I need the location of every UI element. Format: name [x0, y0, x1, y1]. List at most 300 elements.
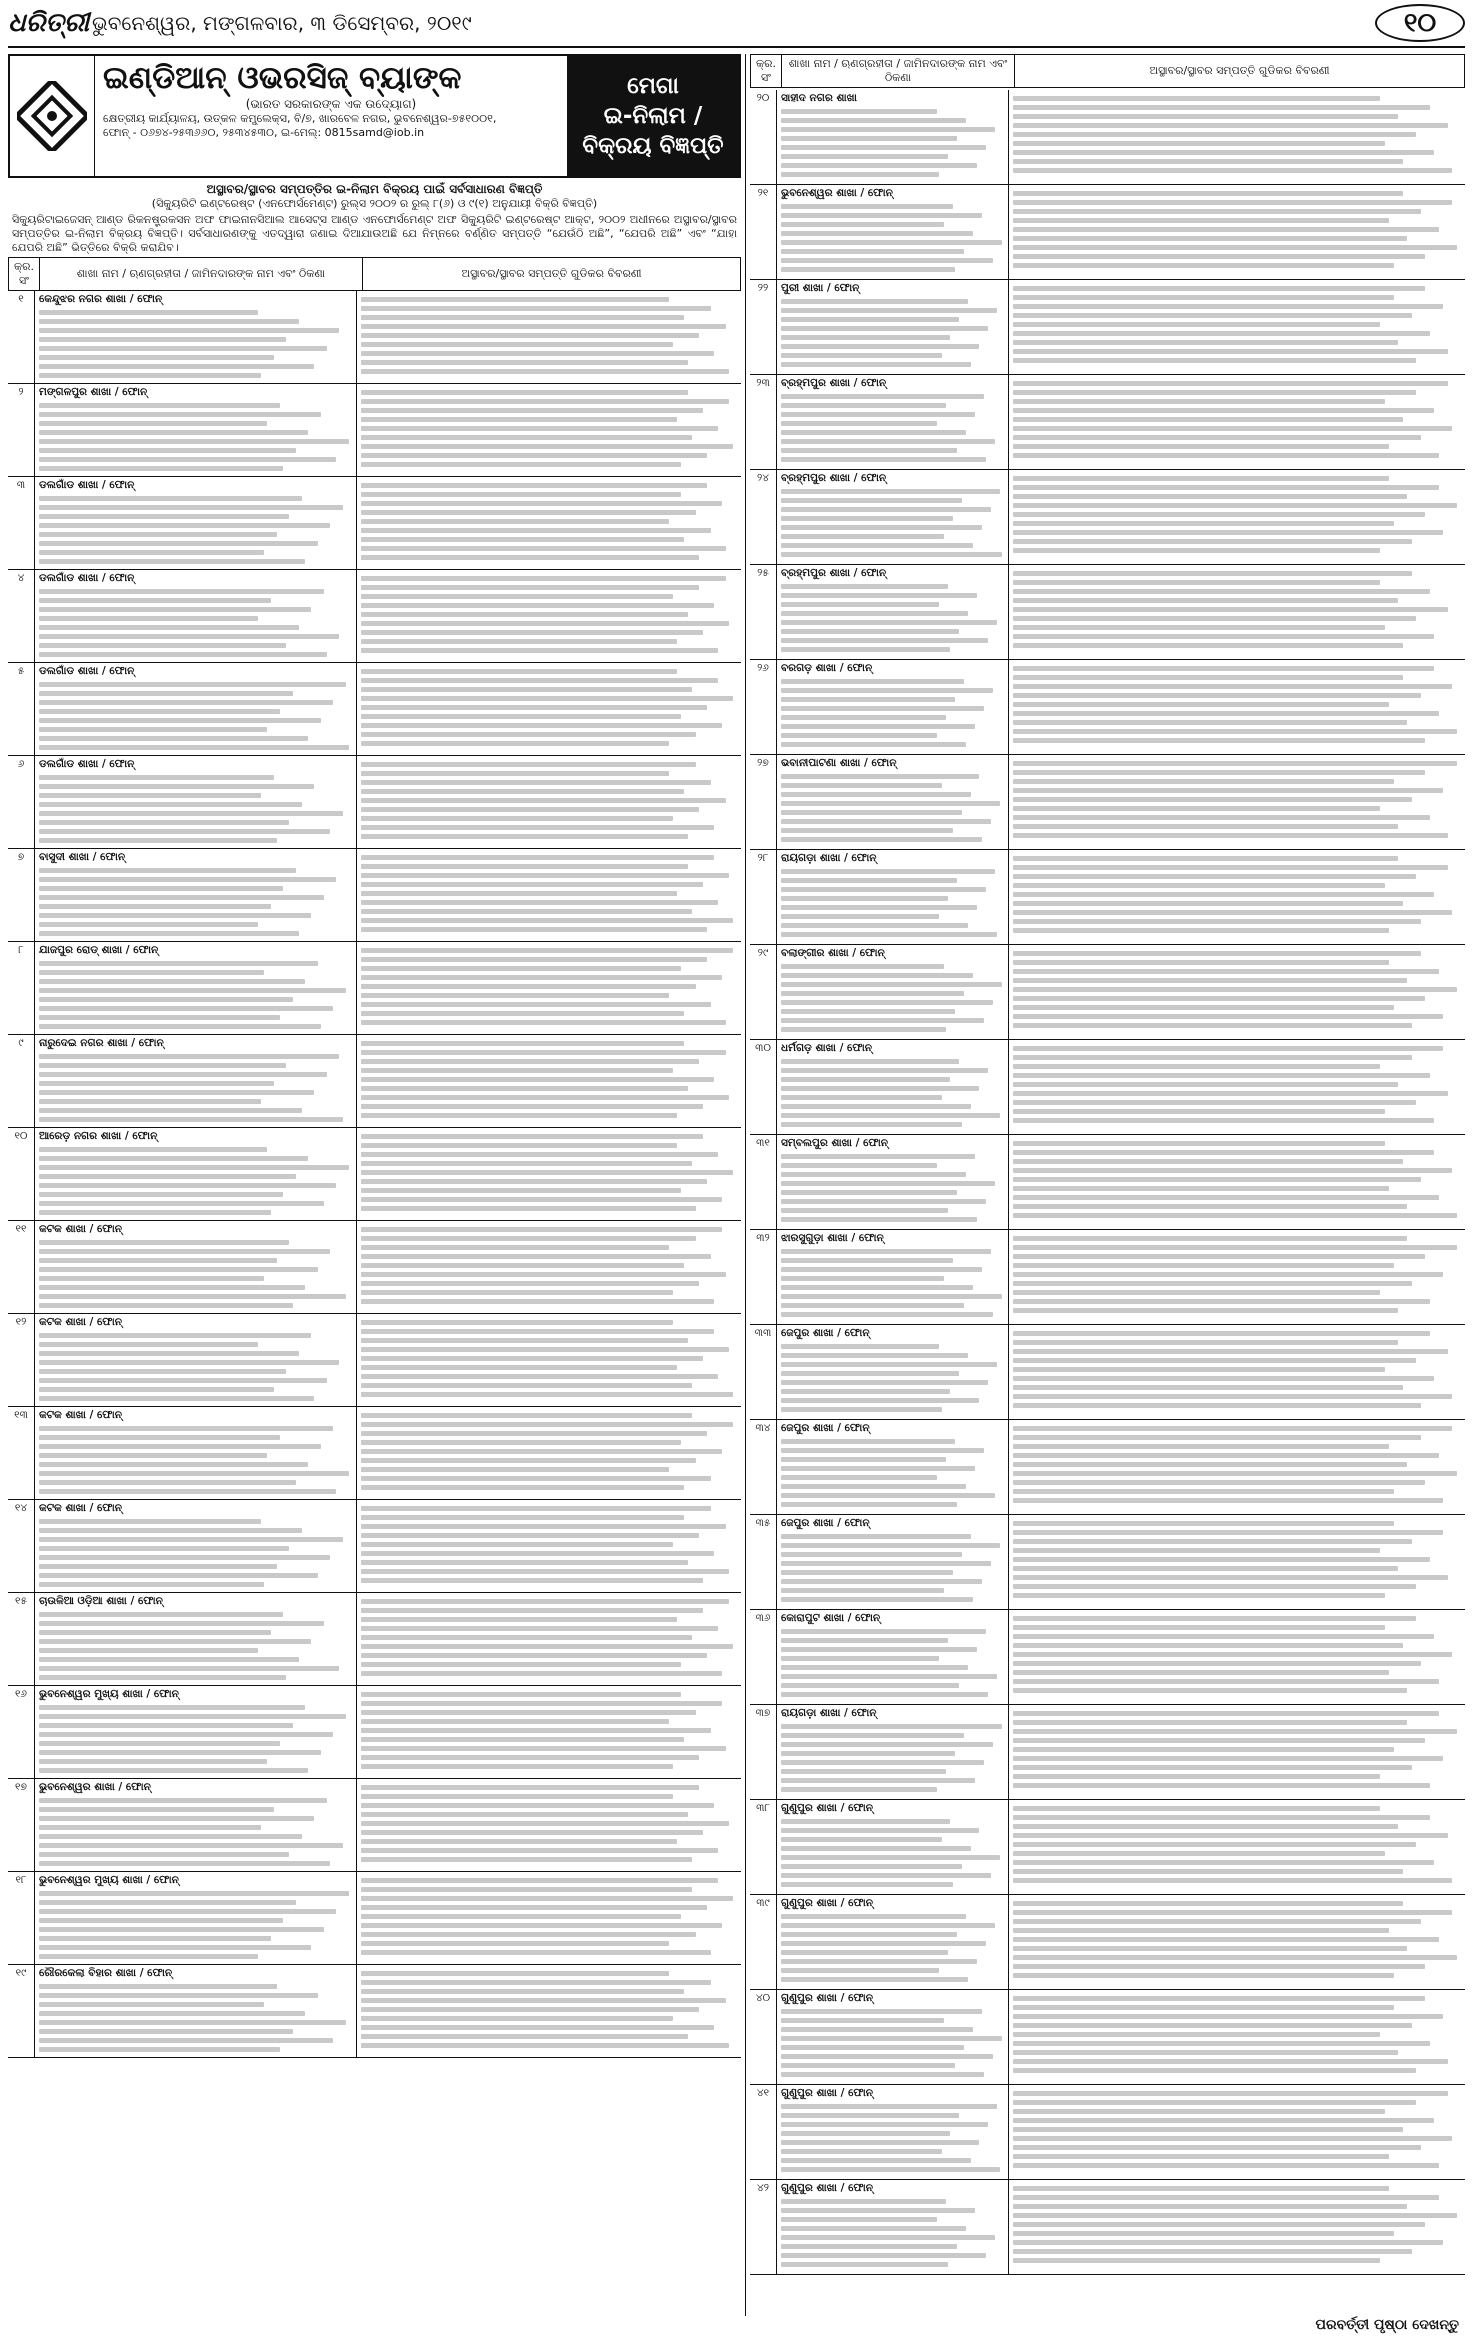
text-line: [361, 1551, 714, 1556]
text-line: [781, 697, 955, 702]
text-line: [1013, 1625, 1385, 1630]
text-line: [39, 496, 302, 501]
text-line: [39, 1426, 333, 1431]
text-line: [1013, 236, 1407, 241]
text-line: [781, 923, 968, 928]
text-line: [1013, 2213, 1457, 2218]
text-line: [1013, 2145, 1421, 2150]
text-line: [1013, 548, 1380, 553]
text-line: [361, 732, 696, 737]
text-line: [361, 1392, 733, 1397]
text-line: [1013, 960, 1389, 965]
text-line: [39, 421, 267, 426]
text-line: [39, 1984, 277, 1989]
text-line: [1013, 1869, 1403, 1874]
text-line: [781, 204, 953, 209]
text-line: [39, 1333, 311, 1338]
text-line: [361, 1299, 714, 1304]
text-line: [1013, 408, 1434, 413]
header-branch: ଶାଖା ନାମ / ଋଣଗ୍ରହୀତା / ଜାମିନଦାରଙ୍କ ନାମ ଏବଂ ଠିକଣା: [782, 55, 1015, 88]
text-line: [781, 457, 986, 462]
text-line: [781, 905, 977, 910]
text-line: [1013, 1444, 1389, 1449]
text-line: [781, 620, 997, 625]
text-line: [361, 390, 688, 395]
text-line: [39, 961, 318, 966]
branch-name: ଚାଉଳିଆ ଓଡ଼ିଆ ଶାଖା / ଫୋନ୍: [39, 1595, 163, 1607]
text-line: [781, 1344, 939, 1349]
text-line: [781, 1882, 953, 1887]
text-line: [39, 811, 343, 816]
text-line: [361, 741, 669, 746]
text-line: [1013, 1815, 1430, 1820]
text-line: [781, 2149, 942, 2154]
text-line: [1013, 1082, 1398, 1087]
text-line: [781, 394, 984, 399]
list-item: [8, 570, 741, 663]
text-line: [39, 1156, 308, 1161]
entry-property: [357, 942, 741, 1034]
branch-name: ଗୁଣୁପୁର ଶାଖା / ଫୋନ୍: [781, 2182, 874, 2194]
entry-property: [357, 570, 741, 662]
text-line: [361, 1236, 696, 1241]
text-line: [781, 2131, 950, 2136]
text-line: [781, 1837, 942, 1842]
text-line: [1013, 1557, 1430, 1562]
text-line: [781, 1588, 944, 1593]
text-line: [1013, 1281, 1412, 1286]
branch-name: ଡଲଗାଁଡ ଶାଖା / ଫୋନ୍: [39, 665, 135, 677]
text-line: [361, 771, 669, 776]
text-line: [361, 501, 722, 506]
text-line: [361, 1485, 684, 1490]
entry-number: ୨୯: [750, 945, 777, 1039]
text-line: [361, 297, 669, 302]
text-line: [361, 1383, 692, 1388]
text-line: [781, 783, 942, 788]
text-line: [1013, 1168, 1452, 1173]
text-line: [39, 700, 333, 705]
text-line: [1013, 417, 1403, 422]
text-line: [361, 864, 688, 869]
text-line: [361, 762, 696, 767]
list-item: [750, 755, 1465, 850]
notice-title: ଅସ୍ଥାବର/ସ୍ଥାବର ସମ୍ପତ୍ତିର ଇ-ନିଲାମ ବିକ୍ରୟ ପାଇଁ ସର୍ବସାଧାରଣ ବିଜ୍ଞପ୍ତି: [206, 182, 543, 196]
entry-branch: [777, 1420, 1009, 1514]
text-line: [39, 1192, 283, 1197]
text-line: [1013, 2005, 1394, 2010]
list-item: [750, 1895, 1465, 1990]
branch-name: ବାସୁଦୀ ଶାଖା / ଫୋନ୍: [39, 851, 126, 863]
text-line: [361, 1374, 718, 1379]
entry-branch: [777, 1040, 1009, 1134]
branch-name: ଡଲଗାଁଡ ଶାଖା / ଫୋନ୍: [39, 572, 135, 584]
text-line: [39, 1555, 330, 1560]
text-line: [781, 1086, 979, 1091]
text-line: [1013, 720, 1407, 725]
entry-branch: [777, 1800, 1009, 1894]
entry-branch: [777, 375, 1009, 469]
text-line: [1013, 1263, 1394, 1268]
branch-name: ଡଲଗାଁଡ ଶାଖା / ଫୋନ୍: [39, 758, 135, 770]
text-line: [361, 576, 726, 581]
text-line: [39, 895, 324, 900]
text-line: [1013, 1765, 1412, 1770]
entry-property: [1009, 280, 1465, 374]
entry-branch: [777, 2085, 1009, 2179]
text-line: [1013, 1747, 1394, 1752]
text-line: [39, 1927, 324, 1932]
entry-property: [357, 1500, 741, 1592]
text-line: [1013, 295, 1394, 300]
text-line: [1013, 1340, 1398, 1345]
text-line: [361, 1923, 722, 1928]
text-line: [781, 1656, 939, 1661]
text-line: [781, 1552, 962, 1557]
text-line: [1013, 865, 1448, 870]
text-line: [361, 948, 733, 953]
entry-branch: [777, 1610, 1009, 1704]
entry-number: ୮: [8, 942, 35, 1034]
text-line: [781, 1285, 973, 1290]
text-line: [781, 733, 937, 738]
text-line: [781, 1484, 966, 1489]
text-line: [39, 2038, 333, 2043]
text-line: [361, 891, 677, 896]
text-line: [1013, 453, 1439, 458]
text-line: [39, 625, 299, 630]
entry-branch: [777, 1515, 1009, 1609]
text-line: [39, 1891, 349, 1896]
text-line: [39, 1639, 311, 1644]
text-line: [361, 1365, 677, 1370]
text-line: [39, 682, 346, 687]
text-line: [781, 2036, 1002, 2041]
text-line: [361, 993, 669, 998]
text-line: [1013, 1833, 1448, 1838]
text-line: [39, 736, 308, 741]
entry-branch: [35, 1593, 357, 1685]
text-line: [781, 1769, 946, 1774]
text-line: [39, 1183, 336, 1188]
text-line: [1013, 1385, 1403, 1390]
entry-property: [357, 1686, 741, 1778]
entry-property: [357, 1221, 741, 1313]
text-line: [39, 1342, 258, 1347]
text-line: [781, 1692, 988, 1697]
text-line: [1013, 141, 1385, 146]
text-line: [361, 1914, 681, 1919]
text-line: [39, 1258, 277, 1263]
text-line: [1013, 684, 1452, 689]
bank-header: [8, 54, 741, 178]
branch-name: ଡଲଗାଁଡ ଶାଖା / ଫୋନ୍: [39, 479, 135, 491]
text-line: [781, 1724, 1002, 1729]
branch-name: ରାୟଗଡ଼ା ଶାଖା / ଫୋନ୍: [781, 1707, 877, 1719]
text-line: [39, 1918, 283, 1923]
text-line: [781, 2262, 948, 2267]
text-line: [39, 1936, 271, 1941]
text-line: [361, 1764, 673, 1769]
text-line: [361, 984, 696, 989]
text-line: [1013, 919, 1421, 924]
bank-name: ଇଣ୍ଡିଆନ୍ ଓଭରସିଜ୍ ବ୍ୟାଙ୍କ: [103, 60, 462, 96]
text-line: [361, 1002, 711, 1007]
text-line: [781, 584, 948, 589]
entry-number: ୩୨: [750, 1230, 777, 1324]
text-line: [1013, 901, 1403, 906]
text-line: [1013, 711, 1439, 716]
text-line: [361, 1011, 684, 1016]
text-line: [781, 602, 939, 607]
text-line: [1013, 358, 1416, 363]
text-line: [361, 2034, 688, 2039]
text-line: [361, 360, 688, 365]
entry-property: [1009, 755, 1465, 849]
text-line: [361, 975, 722, 980]
entry-branch: [777, 1895, 1009, 1989]
text-line: [39, 1072, 327, 1077]
text-line: [1013, 643, 1403, 648]
text-line: [781, 1217, 977, 1222]
entry-branch: [35, 1314, 357, 1406]
text-line: [361, 882, 703, 887]
text-line: [361, 807, 699, 812]
entry-branch: [35, 1779, 357, 1871]
text-line: [1013, 96, 1380, 101]
text-line: [781, 136, 957, 141]
text-line: [361, 714, 681, 719]
list-item: [750, 945, 1465, 1040]
text-line: [361, 2016, 673, 2021]
text-line: [39, 1090, 314, 1095]
text-line: [39, 403, 280, 408]
text-line: [1013, 598, 1398, 603]
text-line: [361, 1059, 699, 1064]
entry-branch: [35, 291, 357, 383]
text-line: [781, 1294, 1002, 1299]
text-line: [361, 1950, 711, 1955]
text-line: [781, 543, 973, 548]
entry-number: ୧୯: [8, 1965, 35, 2057]
entry-number: ୧୦: [8, 1128, 35, 1220]
entry-number: ୨୩: [750, 375, 777, 469]
text-line: [39, 1303, 293, 1308]
text-line: [39, 1900, 296, 1905]
text-line: [781, 109, 937, 114]
text-line: [1013, 399, 1385, 404]
text-line: [39, 1666, 339, 1671]
text-line: [39, 922, 258, 927]
branch-name: କେନ୍ଦୁଝର ନଗର ଶାଖା / ଫୋନ୍: [39, 293, 163, 305]
text-line: [1013, 1720, 1407, 1725]
text-line: [39, 1462, 308, 1467]
text-line: [361, 1578, 703, 1583]
text-line: [361, 1179, 707, 1184]
text-line: [781, 1846, 971, 1851]
text-line: [781, 774, 979, 779]
entry-branch: [35, 1128, 357, 1220]
text-line: [781, 1353, 968, 1358]
text-line: [781, 231, 973, 236]
branch-name: ଗୁଣୁପୁର ଶାଖା / ଫୋନ୍: [781, 2087, 874, 2099]
text-line: [781, 932, 997, 937]
entry-branch: [35, 849, 357, 941]
text-line: [39, 2020, 346, 2025]
text-line: [361, 621, 729, 626]
text-line: [781, 1475, 937, 1480]
text-line: [361, 1422, 733, 1427]
entry-property: [1009, 565, 1465, 659]
text-line: [781, 240, 1002, 245]
text-line: [781, 299, 968, 304]
text-line: [39, 1489, 336, 1494]
list-item: [750, 565, 1465, 660]
text-line: [361, 1320, 673, 1325]
text-line: [781, 914, 939, 919]
newspaper-logo: ଧରିତ୍ରୀ: [8, 7, 90, 38]
branch-name: କୋରାପୁଟ ଶାଖା / ଫୋନ୍: [781, 1612, 881, 1624]
list-item: [750, 850, 1465, 945]
entry-number: ୩୫: [750, 1515, 777, 1609]
text-line: [1013, 168, 1452, 173]
text-line: [1013, 788, 1443, 793]
text-line: [781, 448, 957, 453]
text-line: [781, 837, 982, 842]
text-line: [1013, 349, 1448, 354]
text-line: [361, 1989, 684, 1994]
text-line: [1013, 1652, 1452, 1657]
text-line: [1013, 105, 1430, 110]
entry-branch: [35, 1035, 357, 1127]
text-line: [39, 1369, 286, 1374]
text-line: [1013, 1661, 1421, 1666]
entry-number: ୬: [8, 756, 35, 848]
entry-number: ୨୫: [750, 565, 777, 659]
text-line: [1013, 1774, 1380, 1779]
entry-branch: [777, 470, 1009, 564]
text-line: [1013, 1109, 1385, 1114]
text-line: [781, 1923, 995, 1928]
text-line: [781, 362, 971, 367]
text-line: [1013, 1498, 1443, 1503]
list-item: [750, 1325, 1465, 1420]
entry-branch: [35, 1500, 357, 1592]
text-line: [781, 430, 966, 435]
text-line: [1013, 702, 1389, 707]
text-line: [1013, 2118, 1434, 2123]
text-line: [781, 172, 939, 177]
entry-property: [357, 1407, 741, 1499]
entry-property: [1009, 945, 1465, 1039]
text-line: [781, 1077, 950, 1082]
text-line: [39, 775, 274, 780]
entry-branch: [777, 660, 1009, 754]
text-line: [361, 816, 673, 821]
masthead: [8, 0, 1465, 48]
text-line: [781, 1733, 964, 1738]
text-line: [781, 2140, 979, 2145]
text-line: [39, 328, 339, 333]
text-line: [1013, 625, 1385, 630]
text-line: [1013, 1073, 1430, 1078]
text-line: [361, 1020, 726, 1025]
entry-number: ୫: [8, 663, 35, 755]
entry-property: [357, 477, 741, 569]
text-line: [361, 1626, 718, 1631]
text-line: [1013, 1204, 1407, 1209]
text-line: [361, 435, 692, 440]
text-line: [1013, 1806, 1380, 1811]
entry-branch: [777, 1705, 1009, 1799]
text-line: [781, 1059, 959, 1064]
text-line: [781, 991, 964, 996]
text-line: [1013, 589, 1430, 594]
text-line: [781, 516, 953, 521]
text-line: [361, 900, 718, 905]
list-item: [8, 1686, 741, 1779]
text-line: [781, 2158, 971, 2163]
text-line: [781, 317, 959, 322]
branch-name: ପୁରୀ ଶାଖା / ଫୋନ୍: [781, 282, 860, 294]
text-line: [781, 1303, 964, 1308]
text-line: [1013, 1159, 1403, 1164]
entry-branch: [35, 384, 357, 476]
branch-name: ଆରେଡ଼ ନଗର ଶାଖା / ଫୋନ୍: [39, 1130, 158, 1142]
text-line: [39, 346, 327, 351]
text-line: [1013, 1064, 1380, 1069]
text-line: [1013, 1299, 1430, 1304]
entry-branch: [777, 1990, 1009, 2084]
text-line: [361, 1041, 684, 1046]
text-line: [39, 1732, 333, 1737]
text-line: [781, 1362, 997, 1367]
entry-number: ୧୫: [8, 1593, 35, 1685]
continued-note: ପରବର୍ତ୍ତୀ ପୃଷ୍ଠା ଦେଖନ୍ତୁ: [1315, 2317, 1459, 2333]
text-line: [781, 688, 993, 693]
text-line: [1013, 1272, 1443, 1277]
text-line: [1013, 1349, 1448, 1354]
text-line: [361, 585, 699, 590]
text-line: [1013, 340, 1398, 345]
text-line: [39, 1909, 336, 1914]
text-line: [361, 510, 696, 515]
text-line: [1013, 874, 1416, 879]
mega-line: ଇ-ନିଲାମ /: [603, 103, 703, 129]
text-line: [781, 706, 984, 711]
text-line: [1013, 856, 1398, 861]
text-line: [1013, 1403, 1421, 1408]
text-line: [39, 931, 299, 936]
text-line: [39, 2011, 305, 2016]
entry-branch: [35, 1686, 357, 1778]
text-line: [39, 904, 271, 909]
notice-subtitle: (ସିକ୍ୟୁରିଟି ଇଣ୍ଟରେଷ୍ଟ (ଏନଫୋର୍ସମେଣ୍ଟ) ରୁଲ୍ସ ୨୦୦୨ ର ରୁଲ୍ ୮(୬) ଓ ୯(୧) ଅନୁଯାୟୀ ବିକ୍ରି ବିଜ୍ଞପ୍ତି): [151, 197, 598, 210]
text-line: [39, 913, 311, 918]
text-line: [361, 1737, 684, 1742]
text-line: [1013, 1195, 1439, 1200]
text-line: [361, 528, 711, 533]
text-line: [361, 1785, 699, 1790]
text-line: [361, 669, 677, 674]
text-line: [1013, 1851, 1385, 1856]
text-line: [361, 1440, 681, 1445]
text-line: [781, 498, 962, 503]
right-column: [746, 54, 1465, 2316]
text-line: [1013, 132, 1416, 137]
branch-name: ମଙ୍ଗଳପୁର ଶାଖା / ଫୋନ୍: [39, 386, 148, 398]
text-line: [1013, 1150, 1434, 1155]
